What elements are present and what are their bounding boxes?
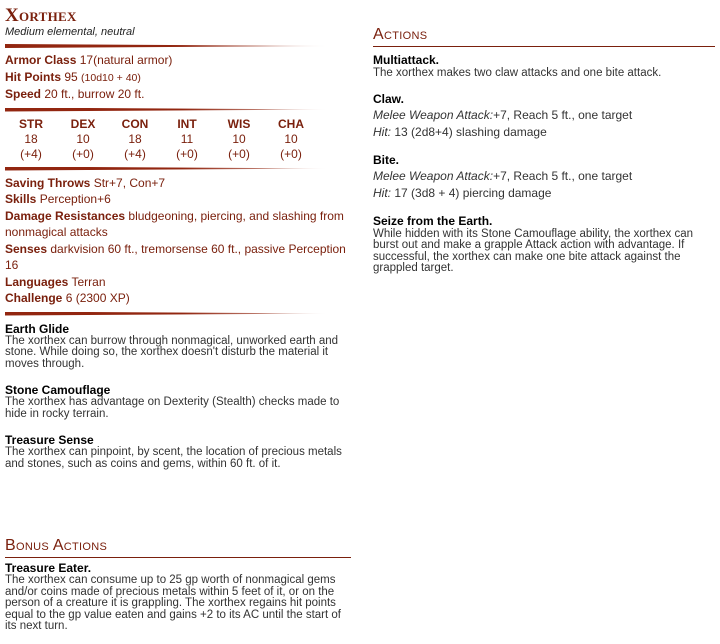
ability-label: STR [19,116,43,131]
saving-throws-value: Str+7, Con+7 [93,175,166,190]
bonus-action-title: Treasure Eater. [5,561,92,575]
saving-throws-label: Saving Throws [5,175,91,190]
senses-line [5,241,351,274]
ability-score: 18 [24,131,38,146]
bonus-action-treasure-eater [5,561,351,633]
ability-modifier: (+0) [72,146,94,161]
action-multiattack [373,53,715,80]
action-title: Claw. [373,91,404,106]
trait-text: The xorthex can pinpoint, by scent, the location of precious metals and stones, such as coins and gems, within 60 ft. of it. [5,446,342,470]
action-text: While hidden with its Stone Camouflage ability, the xorthex can burst out and make a grapple Attack action with advantage. If successful, the xorthex can make one bite attack against the grappled target. [373,227,694,274]
hit-label: Hit: [373,124,391,139]
attack-line [373,107,715,124]
senses-label: Senses [5,241,48,256]
ability-wis [213,117,265,162]
skills-value: Perception+6 [39,192,111,206]
action-title: Seize from the Earth. [373,213,493,228]
languages-line [5,274,351,291]
action-claw [373,92,715,141]
trait-stone-camouflage [5,383,351,420]
action-title: Multiattack. [373,53,440,67]
speed-line [5,86,351,103]
ability-label: CHA [278,116,304,131]
action-seize-from-the-earth [373,214,715,275]
challenge-line [5,290,351,307]
tapered-rule [5,167,327,171]
ability-label: WIS [227,116,251,131]
armor-class-label: Armor Class [5,53,77,67]
trait-treasure-sense [5,433,351,470]
action-bite [373,153,715,202]
challenge-label: Challenge [5,291,63,305]
hit-line [373,124,715,141]
senses-value: darkvision 60 ft., tremorsense 60 ft., passive Perception 16 [5,241,346,272]
ability-dex [57,117,109,162]
ability-modifier: (+0) [176,146,198,161]
action-title: Bite. [373,152,400,167]
hit-points-label: Hit Points [5,69,61,84]
saving-throws-line [5,175,351,192]
attack-value: +7, Reach 5 ft., one target [493,168,633,183]
damage-resistances-line [5,208,351,241]
trait-earth-glide [5,322,351,371]
hit-points-formula: (10d10 + 40) [81,71,141,84]
action-text: The xorthex makes two claw attacks and one bite attack. [373,67,662,79]
stat-block-left-column [5,6,351,483]
skills-line [5,191,351,208]
damage-resistances-value: bludgeoning, piercing, and slashing from nonmagical attacks [5,208,344,239]
bonus-action-text: The xorthex can consume up to 25 gp worth of nonmagical gems and/or coins made of precious metals within 5 feet of it, or on the person of a creature it is grappling. The xorthex regains hit points equal to the gp value eaten and gains +2 to its AC until the start of its next turn. [5,574,341,632]
hit-value: 17 (3d8 + 4) piercing damage [394,185,552,200]
monster-name: Xorthex [5,5,77,26]
actions-section [373,26,715,287]
ability-score: 10 [76,131,90,146]
hit-points-line [5,69,351,87]
ability-score: 11 [180,131,194,146]
speed-label: Speed [5,87,42,101]
attack-type: Melee Weapon Attack: [373,168,494,183]
ability-modifier: (+0) [228,146,250,161]
speed-value: 20 ft., burrow 20 ft. [44,87,145,101]
tapered-rule [5,312,327,316]
ability-label: INT [177,116,197,131]
tapered-rule [5,108,327,112]
ability-score: 10 [284,131,298,146]
ability-label: DEX [70,116,96,131]
armor-class-note: (natural armor) [93,53,173,67]
trait-text: The xorthex can burrow through nonmagical, unworked earth and stone. While doing so, the xorthex doesn't disturb the material it moves through. [5,334,339,370]
actions-heading: Actions [373,26,715,47]
ability-cha [265,117,317,162]
ability-str [5,117,57,162]
trait-title: Earth Glide [5,321,70,336]
ability-score: 10 [232,131,246,146]
monster-type-line: Medium elemental, neutral [5,26,135,38]
ability-modifier: (+4) [124,146,146,161]
skills-label: Skills [5,192,37,206]
ability-modifier: (+0) [280,146,302,161]
hit-label: Hit: [373,185,391,200]
armor-class-value: 17 [79,53,94,67]
trait-text: The xorthex has advantage on Dexterity (Stealth) checks made to hide in rocky terrain. [5,396,340,420]
languages-label: Languages [5,274,69,289]
challenge-value: 6 (2300 XP) [65,291,130,305]
bonus-actions-heading: Bonus Actions [5,537,351,558]
attack-value: +7, Reach 5 ft., one target [493,107,633,122]
hit-value: 13 (2d8+4) slashing damage [394,124,547,139]
hit-line [373,185,715,202]
armor-class-line [5,52,351,69]
hit-points-value: 95 [64,69,78,84]
damage-resistances-label: Damage Resistances [5,208,126,223]
ability-modifier: (+4) [20,146,42,161]
bonus-actions-section [5,537,351,644]
languages-value: Terran [71,274,106,289]
ability-int [161,117,213,162]
trait-title: Treasure Sense [5,433,94,447]
ability-con [109,117,161,162]
ability-label: CON [121,116,149,131]
attack-line [373,168,715,185]
attack-type: Melee Weapon Attack: [373,107,494,122]
ability-score: 18 [128,131,142,146]
trait-title: Stone Camouflage [5,383,111,397]
tapered-rule [5,44,327,48]
ability-scores [5,116,317,162]
